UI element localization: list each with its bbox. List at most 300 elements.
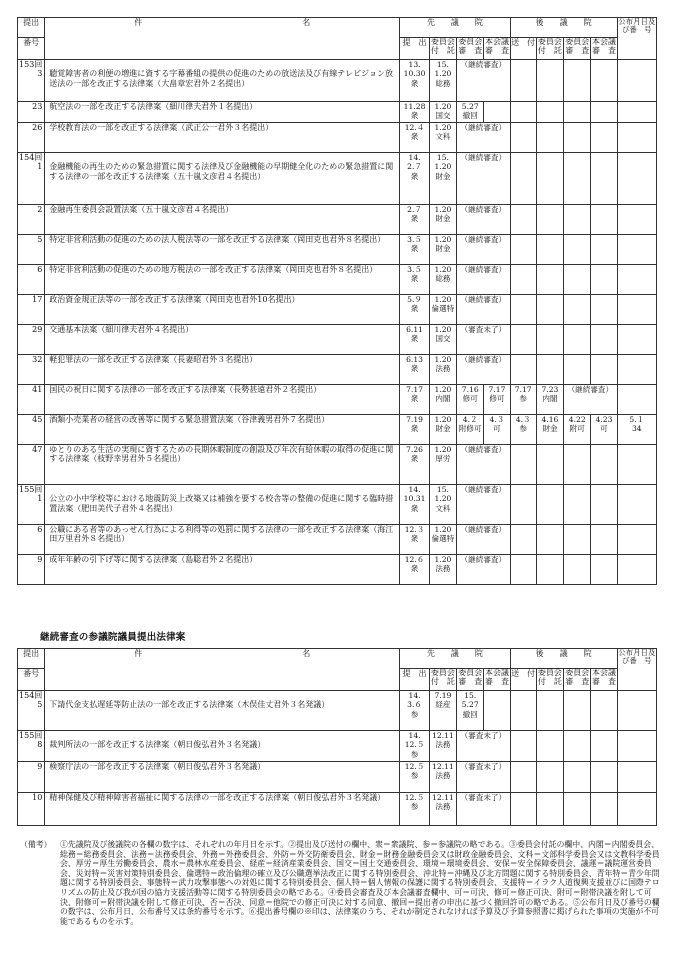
bill-number — [18, 205, 45, 235]
kogiin-fuseki — [536, 691, 563, 731]
bill-number — [18, 385, 45, 415]
section-title: 継続審査の参議院議員提出法律案 — [40, 632, 186, 643]
bill-row — [18, 205, 657, 235]
bill-number — [18, 153, 45, 205]
kogiin-honkai — [591, 123, 617, 153]
kogiin-shinsa — [564, 762, 591, 793]
kogiin-shinsa — [564, 525, 591, 555]
sengiin-fuseki — [429, 762, 456, 793]
bill-no: 29 — [32, 325, 43, 334]
kogiin-fuseki — [536, 485, 563, 525]
session-label: 154回 — [19, 691, 43, 700]
bill-no: 3 — [37, 69, 43, 79]
sengiin-fuseki — [429, 731, 456, 762]
sengiin-teishutsu — [400, 525, 429, 555]
kogiin-fuseki — [536, 555, 563, 585]
koufu — [617, 793, 656, 826]
kogiin-shinsa — [564, 793, 591, 826]
sengiin-teishutsu — [400, 415, 429, 445]
kogiin-honkai — [591, 153, 617, 205]
sengiin-teishutsu-text: 7.17 衆 — [406, 385, 423, 404]
sengiin-shinsa — [457, 485, 511, 525]
sengiin-teishutsu-text: 3.５ 衆 — [407, 265, 422, 284]
session-label: 154回 — [19, 153, 43, 162]
header2-koufu: 公布月日及び番 号 — [617, 649, 656, 691]
koufu — [617, 485, 656, 525]
footnote — [20, 840, 660, 926]
kogiin-honkai — [591, 525, 617, 555]
sengiin-shinsa — [457, 153, 511, 205]
sengiin-teishutsu-text: 2.７ 衆 — [407, 205, 422, 224]
bill-no: 8 — [37, 740, 43, 750]
bill-row — [18, 385, 657, 415]
bill-title — [45, 731, 400, 762]
kogiin-shinsa — [564, 265, 591, 295]
bill-title-text: 交通基本法案（細川律夫君外４名提出） — [49, 325, 194, 334]
sengiin-fuseki-text: 12.11 法務 — [432, 731, 454, 750]
sengiin-shinsa-text: （審査未了） — [460, 793, 507, 802]
sengiin-teishutsu — [400, 235, 429, 265]
bill-row — [18, 123, 657, 153]
session-label: 155回 — [19, 485, 43, 494]
bill-title-text: 特定非営利活動の促進のための地方税法の一部を改正する法律案（岡田克也君外８名提出） — [49, 265, 378, 274]
sengiin-shinsa — [457, 235, 511, 265]
kogiin-fuseki — [536, 102, 563, 123]
bill-title-text: 裁判所法の一部を改正する法律案（朝日俊弘君外３名発議） — [49, 740, 266, 750]
koufu — [617, 691, 656, 731]
kogiin-honkai — [591, 295, 617, 325]
sengiin-fuseki-text: 1.20 財金 — [434, 235, 452, 254]
bill-title — [45, 793, 400, 826]
koufu — [617, 295, 656, 325]
koufu — [617, 355, 656, 385]
kogiin-soufu — [510, 793, 536, 826]
kogiin-fuseki — [536, 385, 563, 415]
kogiin-shinsa — [564, 385, 618, 415]
kogiin-soufu — [510, 525, 536, 555]
sengiin-teishutsu — [400, 60, 429, 102]
bill-no: 5 — [37, 235, 43, 244]
bill-title — [45, 555, 400, 585]
bill-title — [45, 295, 400, 325]
header-bango: 番号 — [18, 38, 45, 60]
sengiin-shinsa-text: （継続審査） — [460, 445, 507, 454]
kogiin-shinsa — [564, 415, 591, 445]
bill-number — [18, 762, 45, 793]
kogiin-shinsa — [564, 123, 591, 153]
sengiin-fuseki-text: 1.20 国交 — [434, 102, 452, 121]
bill-row — [18, 445, 657, 485]
sengiin-fuseki — [429, 691, 456, 731]
sengiin-fuseki-text: 15. 1.20 財金 — [434, 153, 452, 181]
header2-kenmei: 件 名 — [45, 649, 400, 691]
kogiin-soufu — [510, 355, 536, 385]
header-k-honkaigi-shinsa: 本会議審 査 — [591, 38, 617, 60]
kogiin-honkai — [591, 325, 617, 355]
sengiin-fuseki — [429, 235, 456, 265]
bill-title — [45, 691, 400, 731]
sengiin-shinsa-text: （継続審査） — [460, 355, 507, 364]
kogiin-honkai-text: 4.23 可 — [595, 415, 613, 434]
bill-title — [45, 485, 400, 525]
sengiin-shinsa-text: 7.16 修可 — [461, 385, 479, 404]
header2-k-iinkai-shinsa: 委員会審 査 — [564, 669, 591, 691]
sengiin-fuseki-text: 7.19 経産 — [434, 691, 452, 710]
kogiin-soufu — [510, 445, 536, 485]
sengiin-teishutsu-text: 14. 12.５ 参 — [404, 731, 425, 759]
sengiin-honkai-text: 4.３ 可 — [489, 415, 505, 434]
sengiin-shinsa-text: （継続審査） — [460, 525, 507, 534]
sengiin-shinsa-text: （審査未了） — [460, 325, 507, 334]
bill-title-text: 金融機能の再生のための緊急措置に関する法律及び金融機能の早期健全化のための緊急措置に関する法律の一部を改正する法律案（五十嵐文彦君４名提出） — [49, 162, 394, 181]
kogiin-fuseki-text: 4.16 財金 — [541, 415, 559, 434]
sengiin-teishutsu-text: 12.３ 衆 — [404, 525, 425, 544]
kogiin-soufu-text: 7.17 参 — [514, 385, 532, 404]
bill-title-text: 学校教育法の一部を改正する法律案（武正公一君外３名提出） — [49, 123, 274, 132]
bill-title — [45, 415, 400, 445]
bill-title-text: 聴覚障害者の利便の増進に資する字幕番組の提供の促進のための放送法及び有線テレビジョン放送法の一部を改正する法律案（大畠章宏君外２名提出） — [49, 69, 393, 88]
sengiin-fuseki-text: 1.20 国交 — [434, 325, 452, 344]
header2-bango: 番号 — [18, 669, 45, 691]
sengiin-fuseki-text: 1.20 総務 — [434, 265, 452, 284]
sengiin-shinsa — [457, 731, 511, 762]
bill-title-text: 成年年齢の引下げ等に関する法律案（島聡君外２名提出） — [49, 555, 258, 564]
kogiin-fuseki — [536, 445, 563, 485]
sengiin-teishutsu-text: 14. 3.６ 参 — [407, 691, 422, 719]
sengiin-fuseki-text: 15. 1.20 文科 — [434, 485, 452, 513]
session-label: 153回 — [19, 60, 43, 69]
sengiin-teishutsu-text: 12.５ 参 — [404, 793, 425, 812]
kogiin-honkai — [591, 235, 617, 265]
kogiin-fuseki — [536, 325, 563, 355]
sengiin-shinsa-text: （審査未了） — [460, 762, 507, 771]
header2-honkaigi-shinsa: 本会議審 査 — [484, 669, 510, 691]
sengiin-teishutsu-text: 12.５ 参 — [404, 762, 425, 781]
bill-title-text: 公職にある者等のあっせん行為による利得等の処罰に関する法律の一部を改正する法律案（海江田万里君外８名提出） — [49, 525, 394, 544]
kogiin-shinsa — [564, 235, 591, 265]
sengiin-shinsa — [457, 295, 511, 325]
bill-number — [18, 691, 45, 731]
sengiin-teishutsu — [400, 555, 429, 585]
kogiin-soufu — [510, 415, 536, 445]
bill-no: 23 — [32, 102, 43, 111]
kogiin-soufu — [510, 235, 536, 265]
bill-title — [45, 153, 400, 205]
sengiin-teishutsu — [400, 793, 429, 826]
footnote-label: （備考） — [20, 840, 52, 849]
koufu — [617, 385, 656, 415]
sengiin-teishutsu-text: 6.13 衆 — [406, 355, 423, 374]
sengiin-fuseki — [429, 265, 456, 295]
kogiin-shinsa — [564, 153, 591, 205]
header-honkaigi-shinsa: 本会議審 査 — [484, 38, 510, 60]
session-label: 155回 — [19, 731, 43, 740]
bill-title-text: 検察庁法の一部を改正する法律案（朝日俊弘君外３名発議） — [49, 762, 266, 771]
kogiin-shinsa — [564, 325, 591, 355]
bill-row — [18, 295, 657, 325]
kogiin-fuseki — [536, 295, 563, 325]
header2-soufu: 送 付 — [510, 669, 536, 691]
header-kenmei: 件 名 — [45, 18, 400, 60]
footnote-text: ①先議院及び後議院の各欄の数字は、それぞれの年月日を示す。②提出及び送付の欄中、衆＝衆議院、参＝参議院の略である。③委員会付託の欄中、内閣＝内閣委員会、総務＝総務委員会、法務＝法務委員会、外務＝外務委員会、外防＝外交防衛委員会、財金＝財務金融委員会又は財政金融委員会、文科＝文部科学委員会又は文教科学委員会、厚労＝厚生労働委員会、農水＝農林水産委員会、経産＝経済産業委員会、国交＝国土交通委員会、環境＝環境委員会、安保＝安全保障委員会、議運＝議院運営委員会、災対特＝災害対策特別委員会、倫選特＝政治倫理の確立及び公職選挙法改正に関する特別委員会、沖北特＝沖縄及び北方問題に関する特別委員会、青年特＝青少年問題に関する特別委員会、事態特＝武力攻撃事態への対処に関する特別委員会、個人特＝個人情報の保護に関する特別委員会、支援特＝イラク人道復興支援並びに国際テロリズムの防止及び我が国の協力支援活動等に関する特別委員会の略である。④委員会審査及び本会議審査欄中、可＝可決、修可＝修正可決、附可＝附帯決議を附して可決、附修可＝附帯決議を附して修正可決、否＝否決、同意＝他院での修正可決に対する同意、撤回＝提出者の申出に基づく撤回許可の略である。⑤公布月日及び番号の欄の数字は、公布月日、公布番号又は条約番号を示す。⑥提出番号欄の※印は、法律案のうち、それが制定されなければ予算及び予算参照書に掲げられた事項の実施が不可能であるものを示す。 — [60, 840, 660, 926]
bill-number — [18, 60, 45, 102]
sengiin-honkai — [484, 415, 510, 445]
bill-row — [18, 485, 657, 525]
sengiin-shinsa-text: 15. 5.27 撤回 — [461, 691, 479, 719]
sengiin-shinsa-text: （継続審査） — [460, 265, 507, 274]
sengiin-shinsa — [457, 355, 511, 385]
kogiin-fuseki — [536, 731, 563, 762]
header2-kogiin: 後 議 院 — [510, 649, 617, 669]
kogiin-soufu — [510, 153, 536, 205]
sengiin-fuseki — [429, 355, 456, 385]
sengiin-fuseki — [429, 153, 456, 205]
sengiin-fuseki-text: 1.20 倫選特 — [431, 525, 455, 544]
sengiin-shinsa — [457, 555, 511, 585]
kogiin-fuseki — [536, 153, 563, 205]
bills-table-councillors — [17, 648, 657, 826]
sengiin-teishutsu — [400, 102, 429, 123]
bill-no: 1 — [37, 494, 43, 504]
bill-row — [18, 691, 657, 731]
kogiin-fuseki — [536, 793, 563, 826]
kogiin-soufu — [510, 60, 536, 102]
kogiin-honkai — [591, 485, 617, 525]
kogiin-honkai — [591, 265, 617, 295]
bill-number — [18, 415, 45, 445]
sengiin-teishutsu — [400, 123, 429, 153]
kogiin-fuseki — [536, 60, 563, 102]
bill-title — [45, 762, 400, 793]
bill-no: 47 — [32, 445, 43, 454]
kogiin-shinsa — [564, 731, 591, 762]
kogiin-honkai — [591, 445, 617, 485]
kogiin-shinsa-text: 4.22 附可 — [568, 415, 586, 434]
bill-title-text: 公立の小中学校等における地震防災上改築又は補強を要する校舎等の整備の促進に関する臨時措置法案（肥田美代子君外４名提出） — [49, 494, 394, 513]
sengiin-shinsa-text: （審査未了） — [460, 731, 507, 740]
bill-row — [18, 793, 657, 826]
bill-number — [18, 295, 45, 325]
sengiin-shinsa — [457, 123, 511, 153]
sengiin-teishutsu-text: 5.９ 衆 — [407, 295, 422, 314]
header-iinkai-fuseki: 委員会付 託 — [429, 38, 456, 60]
sengiin-teishutsu — [400, 325, 429, 355]
sengiin-teishutsu — [400, 385, 429, 415]
koufu — [617, 60, 656, 102]
bill-title — [45, 355, 400, 385]
bill-no: 26 — [32, 123, 43, 132]
sengiin-shinsa-text: （継続審査） — [460, 153, 507, 162]
sengiin-shinsa — [457, 385, 484, 415]
sengiin-shinsa-text: 4.２ 附修可 — [458, 415, 482, 434]
bill-title — [45, 385, 400, 415]
sengiin-teishutsu-text: 11.28 衆 — [403, 102, 426, 121]
header2-k-honkaigi-shinsa: 本会議審 査 — [591, 669, 617, 691]
header-teishutsu: 提出 — [18, 18, 45, 38]
sengiin-shinsa — [457, 102, 484, 123]
kogiin-shinsa — [564, 102, 591, 123]
bill-number — [18, 445, 45, 485]
kogiin-honkai — [591, 355, 617, 385]
bill-row — [18, 415, 657, 445]
koufu — [617, 123, 656, 153]
sengiin-fuseki-text: 1.20 法務 — [434, 355, 452, 374]
koufu — [617, 235, 656, 265]
bill-no: 9 — [37, 555, 43, 564]
sengiin-teishutsu-text: 12.６ 衆 — [404, 555, 425, 574]
sengiin-shinsa-text: （継続審査） — [460, 295, 507, 304]
sengiin-teishutsu-text: 12.４ 衆 — [404, 123, 425, 142]
kogiin-soufu — [510, 265, 536, 295]
header2-teishutsu: 提出 — [18, 649, 45, 669]
bill-title-text: 精神保健及び精神障害者福祉に関する法律の一部を改正する法律案（朝日俊弘君外３名発議） — [49, 793, 386, 802]
sengiin-shinsa-text: （継続審査） — [460, 60, 507, 69]
sengiin-fuseki — [429, 485, 456, 525]
sengiin-fuseki-text: 1.20 財金 — [434, 415, 452, 434]
kogiin-fuseki — [536, 265, 563, 295]
koufu — [617, 731, 656, 762]
kogiin-honkai — [591, 731, 617, 762]
sengiin-shinsa-text: （継続審査） — [460, 205, 507, 214]
sengiin-fuseki-text: 1.20 厚労 — [434, 445, 452, 464]
bill-no: 6 — [37, 525, 43, 534]
kogiin-honkai — [591, 415, 617, 445]
sengiin-teishutsu — [400, 691, 429, 731]
kogiin-soufu — [510, 123, 536, 153]
sengiin-shinsa — [457, 205, 511, 235]
sengiin-fuseki — [429, 295, 456, 325]
bill-row — [18, 153, 657, 205]
sengiin-fuseki — [429, 415, 456, 445]
bill-row — [18, 525, 657, 555]
sengiin-teishutsu-text: 7.26 衆 — [406, 445, 423, 464]
koufu — [617, 415, 656, 445]
sengiin-shinsa-text: （継続審査） — [460, 485, 507, 494]
kogiin-shinsa — [564, 445, 591, 485]
kogiin-honkai — [591, 691, 617, 731]
kogiin-shinsa — [564, 60, 591, 102]
kogiin-soufu — [510, 295, 536, 325]
sengiin-teishutsu — [400, 355, 429, 385]
sengiin-fuseki — [429, 102, 456, 123]
sengiin-teishutsu — [400, 762, 429, 793]
kogiin-soufu-text: 4.３ 参 — [515, 415, 531, 434]
kogiin-soufu — [510, 731, 536, 762]
bill-no: 10 — [32, 793, 43, 802]
bill-title-text: 航空法の一部を改正する法律案（細川律夫君外１名提出） — [49, 102, 258, 111]
sengiin-shinsa — [457, 60, 511, 102]
bill-no: 9 — [37, 762, 43, 771]
sengiin-shinsa-text: （継続審査） — [460, 123, 507, 132]
sengiin-teishutsu-text: 7.19 衆 — [406, 415, 423, 434]
bill-title-text: 国民の祝日に関する法律の一部を改正する法律案（長勢甚遠君外２名提出） — [49, 385, 322, 394]
koufu — [617, 153, 656, 205]
sengiin-shinsa — [457, 325, 511, 355]
sengiin-fuseki-text: 12.11 法務 — [432, 793, 454, 812]
sengiin-fuseki — [429, 205, 456, 235]
sengiin-teishutsu — [400, 205, 429, 235]
sengiin-fuseki — [429, 793, 456, 826]
kogiin-soufu — [510, 385, 536, 415]
kogiin-fuseki — [536, 762, 563, 793]
header2-sengiin: 先 議 院 — [400, 649, 510, 669]
bill-title-text: ゆとりのある生活の実現に資するための長期休暇制度の創設及び年次有給休暇の取得の促進に関する法律案（枝野幸男君外５名提出） — [49, 445, 394, 464]
sengiin-teishutsu — [400, 485, 429, 525]
bill-number — [18, 485, 45, 525]
bill-no: 32 — [32, 355, 43, 364]
kogiin-soufu — [510, 485, 536, 525]
header2-k-iinkai-fuseki: 委員会付 託 — [536, 669, 563, 691]
bill-row — [18, 265, 657, 295]
bill-no: 5 — [37, 700, 43, 710]
sengiin-fuseki-text: 1.20 文科 — [434, 123, 452, 142]
kogiin-soufu — [510, 205, 536, 235]
bill-row — [18, 762, 657, 793]
bill-row — [18, 102, 657, 123]
kogiin-shinsa — [564, 555, 591, 585]
kogiin-honkai — [591, 205, 617, 235]
sengiin-fuseki-text: 1.20 倫選特 — [431, 295, 455, 314]
bill-row — [18, 60, 657, 102]
kogiin-fuseki-text: 7.23 内閣 — [541, 385, 559, 404]
bill-row — [18, 731, 657, 762]
bill-title — [45, 102, 400, 123]
bill-title — [45, 325, 400, 355]
kogiin-fuseki — [536, 235, 563, 265]
bill-number — [18, 555, 45, 585]
bill-title — [45, 60, 400, 102]
sengiin-teishutsu-text: 14. 2.７ 衆 — [407, 153, 422, 181]
sengiin-fuseki-text: 1.20 財金 — [434, 205, 452, 224]
bill-no: 6 — [37, 265, 43, 274]
bill-title-text: 金融再生委員会設置法案（五十嵐文彦君４名提出） — [49, 205, 234, 214]
sengiin-honkai — [484, 102, 510, 123]
header2-teishutsu-col: 提 出 — [400, 669, 429, 691]
sengiin-fuseki — [429, 325, 456, 355]
bill-number — [18, 235, 45, 265]
kogiin-honkai — [591, 762, 617, 793]
kogiin-honkai — [591, 555, 617, 585]
sengiin-fuseki — [429, 385, 456, 415]
sengiin-shinsa-text: 5.27 撤回 — [461, 102, 479, 121]
header2-iinkai-fuseki: 委員会付 託 — [429, 669, 456, 691]
bill-title — [45, 205, 400, 235]
bills-table-house — [17, 17, 657, 585]
koufu — [617, 762, 656, 793]
sengiin-fuseki-text: 15. 1.20 総務 — [434, 60, 452, 88]
bill-number — [18, 793, 45, 826]
bill-title — [45, 235, 400, 265]
kogiin-shinsa — [564, 691, 591, 731]
sengiin-fuseki — [429, 555, 456, 585]
kogiin-fuseki — [536, 355, 563, 385]
sengiin-teishutsu — [400, 295, 429, 325]
bill-no: 1 — [37, 162, 43, 172]
kogiin-fuseki — [536, 525, 563, 555]
sengiin-fuseki-text: 12.11 法務 — [432, 762, 454, 781]
kogiin-fuseki — [536, 415, 563, 445]
koufu — [617, 555, 656, 585]
header-sengiin: 先 議 院 — [400, 18, 510, 38]
kogiin-shinsa — [564, 485, 591, 525]
bill-number — [18, 731, 45, 762]
sengiin-teishutsu-text: 14. 10.31 衆 — [403, 485, 426, 513]
bill-row — [18, 325, 657, 355]
header-kogiin: 後 議 院 — [510, 18, 617, 38]
sengiin-shinsa-text: （継続審査） — [460, 555, 507, 564]
header2-iinkai-shinsa: 委員会審 査 — [457, 669, 484, 691]
header-soufu: 送 付 — [510, 38, 536, 60]
